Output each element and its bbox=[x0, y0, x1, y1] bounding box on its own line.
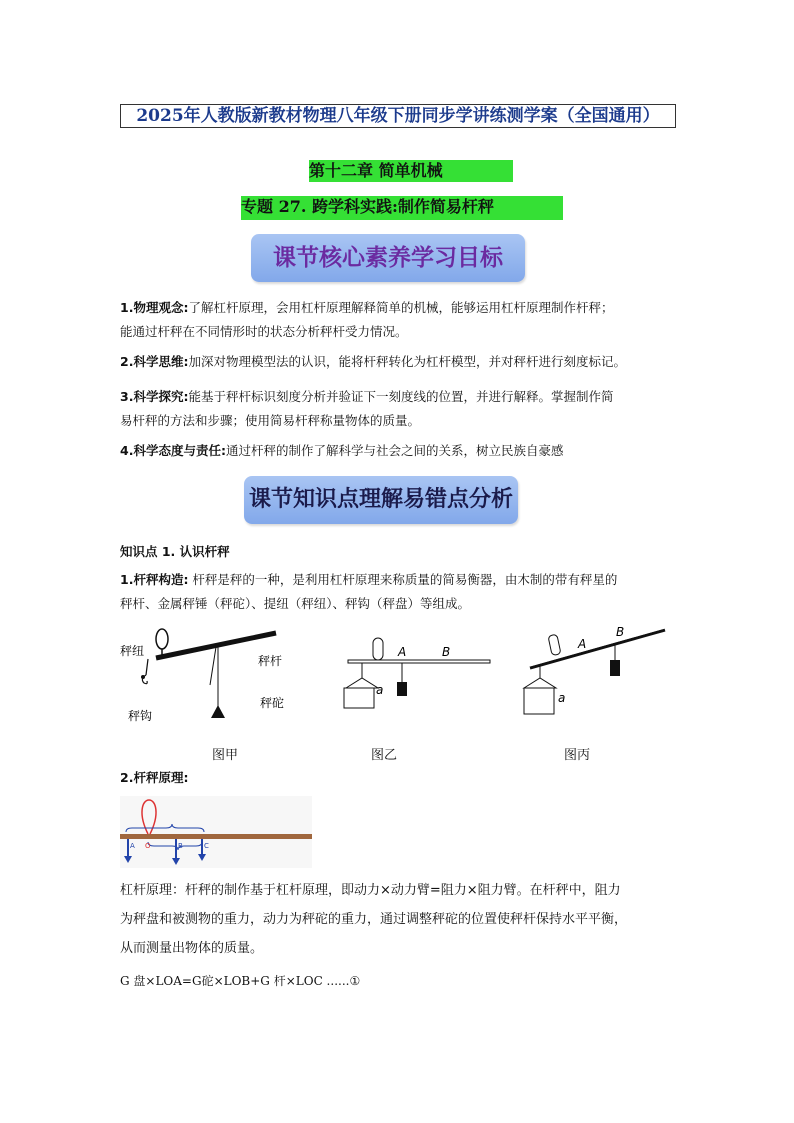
caption-jia: 图甲 bbox=[212, 748, 239, 763]
label-A: A bbox=[130, 842, 135, 850]
label-B: B bbox=[442, 645, 451, 659]
objective-label: 1.物理观念: bbox=[120, 300, 189, 315]
objective-text: 能基于秤杆标识刻度分析并验证下一刻度线的位置，并进行解释。掌握制作简 bbox=[188, 389, 614, 404]
principle-diagram bbox=[120, 796, 312, 868]
pan-object bbox=[344, 688, 374, 708]
label-a: a bbox=[376, 683, 384, 697]
caption-yi: 图乙 bbox=[371, 748, 398, 763]
principle-paragraph bbox=[120, 876, 700, 963]
objective-4 bbox=[120, 439, 700, 463]
label-gan: 秤杆 bbox=[258, 654, 283, 668]
topic-title: 专题 27. 跨学科实践:制作简易杆秤 bbox=[241, 196, 563, 220]
principle-text: 为秤盘和被测物的重力，动力为秤砣的重力，通过调整秤砣的位置使秤杆保持水平平衡， bbox=[120, 912, 628, 927]
objective-text: 能通过杆秤在不同情形时的状态分析秤杆受力情况。 bbox=[120, 324, 408, 339]
label-a: a bbox=[558, 691, 566, 705]
objective-label: 2.科学思维: bbox=[120, 354, 189, 369]
label-tuo: 秤砣 bbox=[260, 696, 285, 710]
label-niu: 秤纽 bbox=[120, 644, 145, 658]
objective-label: 4.科学态度与责任: bbox=[120, 443, 226, 458]
label-A: A bbox=[578, 637, 587, 651]
figure-bing bbox=[520, 620, 670, 720]
objective-text: 加深对物理模型法的认识，能将杆秤转化为杠杆模型，并对秤杆进行刻度标记。 bbox=[188, 354, 626, 369]
principle-text: 从而测量出物体的质量。 bbox=[120, 941, 264, 956]
section-banner-knowledge: 课节知识点理解易错点分析 bbox=[244, 476, 518, 524]
objective-label: 3.科学探究: bbox=[120, 389, 189, 404]
document-title: 2025年人教版新教材物理八年级下册同步学讲练测学案（全国通用） bbox=[120, 104, 676, 128]
beam bbox=[120, 834, 312, 839]
label-B: B bbox=[616, 625, 625, 639]
label-O: O bbox=[145, 842, 151, 850]
label-A: A bbox=[398, 645, 407, 659]
objective-3 bbox=[120, 385, 700, 433]
figure-yi bbox=[340, 632, 500, 712]
knowledge-point-title: 知识点 1. 认识杆秤 bbox=[120, 544, 230, 559]
principle-text: 杠杆原理：杆秤的制作基于杠杆原理，即动力×动力臂=阻力×阻力臂。在杆秤中，阻力 bbox=[120, 883, 621, 898]
structure-label: 1.杆秤构造: bbox=[120, 572, 189, 587]
objective-text: 易杆秤的方法和步骤；使用简易杆秤称量物体的质量。 bbox=[120, 413, 421, 428]
objective-text: 了解杠杆原理，会用杠杆原理解释简单的机械，能够运用杠杆原理制作杆秤； bbox=[188, 300, 614, 315]
label-B: B bbox=[178, 842, 183, 850]
structure-paragraph bbox=[120, 568, 700, 616]
weight bbox=[211, 705, 225, 718]
objective-text: 通过杆秤的制作了解科学与社会之间的关系，树立民族自豪感 bbox=[225, 443, 564, 458]
formula: G 盘×LOA=G砣×LOB+G 杆×LOC ......① bbox=[120, 974, 361, 988]
section-banner-objectives: 课节核心素养学习目标 bbox=[251, 234, 525, 282]
caption-bing: 图丙 bbox=[564, 748, 591, 763]
structure-text: 杆秤是秤的一种，是利用杠杆原理来称质量的简易衡器，由木制的带有秤星的 bbox=[188, 572, 618, 587]
structure-text: 秤杆、金属秤锤（秤砣）、提纽（秤纽）、秤钩（秤盘）等组成。 bbox=[120, 596, 471, 611]
chapter-title: 第十二章 简单机械 bbox=[309, 160, 513, 182]
weight bbox=[397, 682, 407, 696]
objective-1 bbox=[120, 296, 700, 344]
figure-jia bbox=[118, 625, 288, 725]
label-gou: 秤钩 bbox=[128, 709, 153, 723]
principle-heading: 2.杆秤原理: bbox=[120, 770, 189, 785]
label-C: C bbox=[204, 842, 209, 850]
lifting-loop bbox=[156, 629, 168, 649]
objective-2 bbox=[120, 350, 720, 374]
